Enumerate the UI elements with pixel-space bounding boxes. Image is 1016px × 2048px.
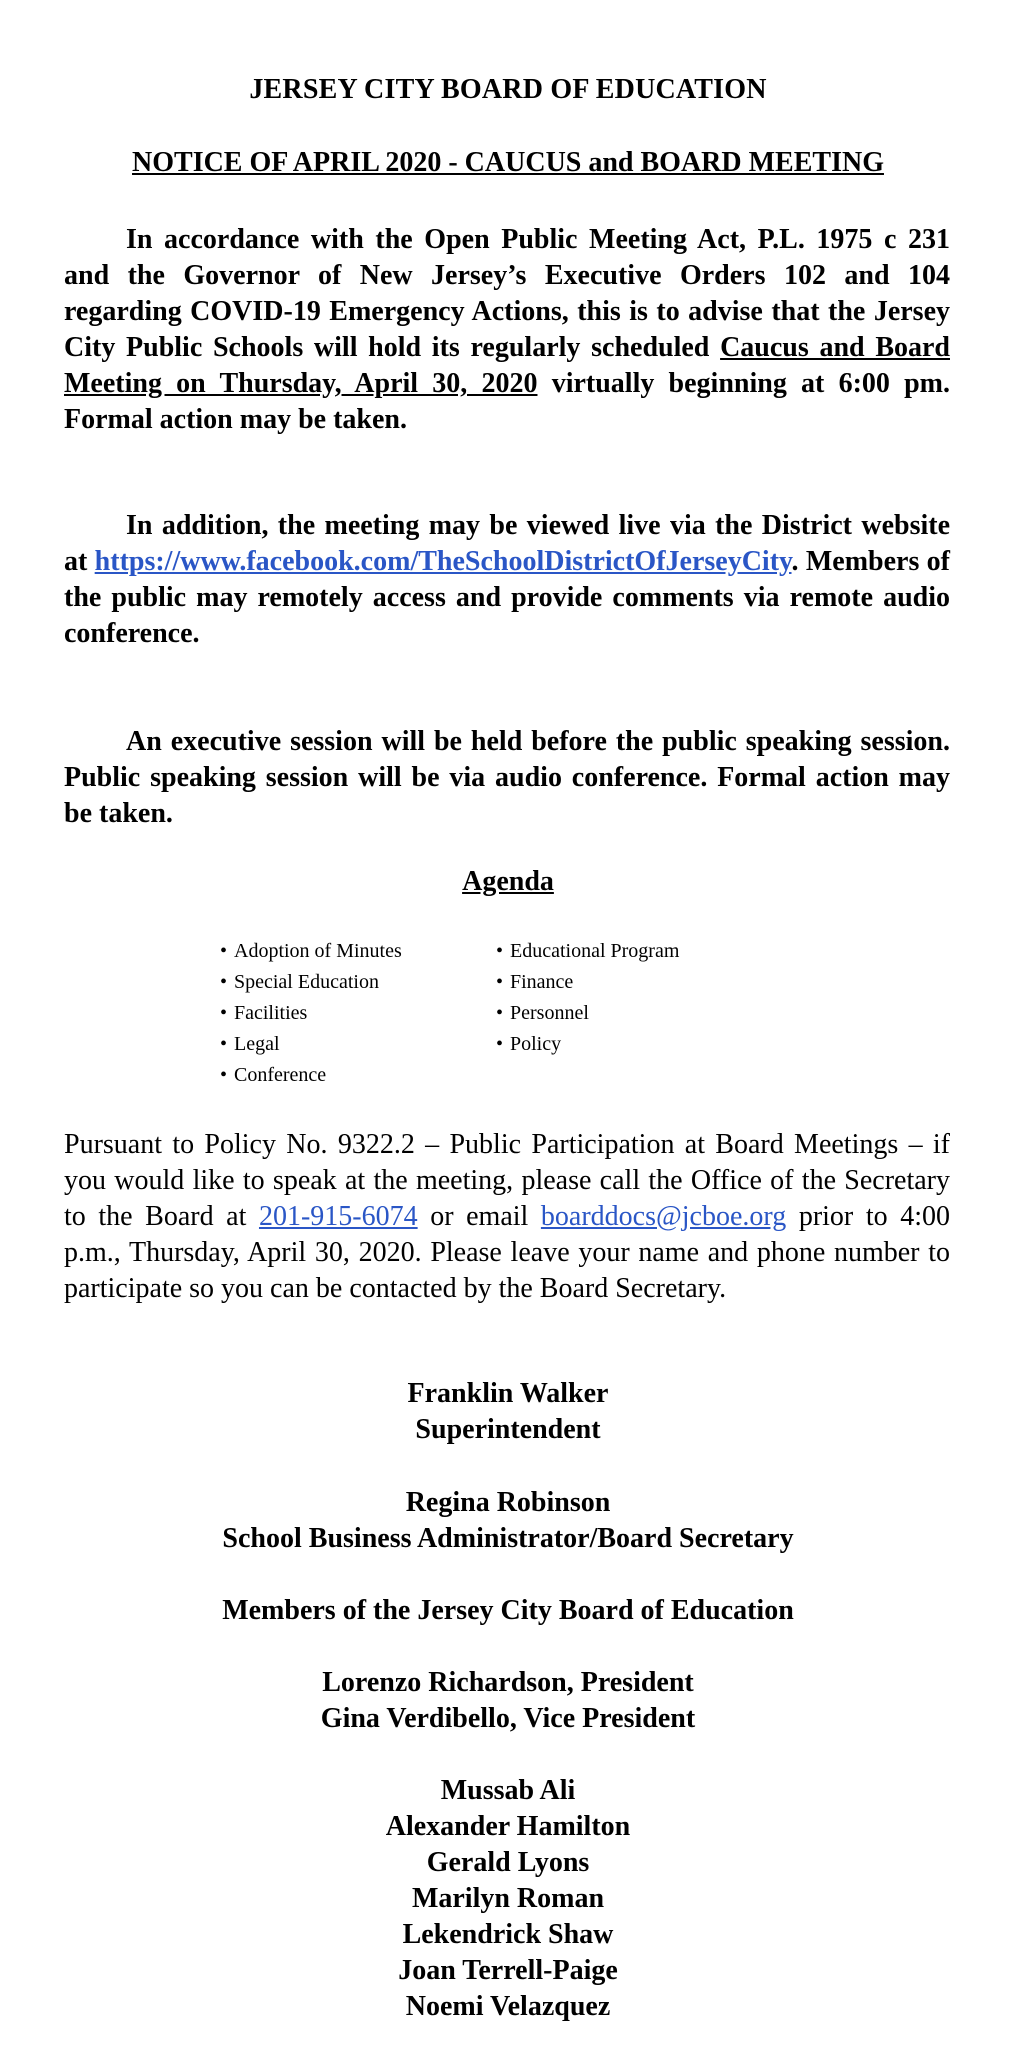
president-name: Lorenzo Richardson, President [322,1667,694,1698]
agenda-list-left [220,936,402,1091]
phone-link[interactable]: 201-915-6074 [258,1201,418,1232]
agenda-item: • Adoption of Minutes [220,936,402,967]
officers-block [0,1665,1016,1737]
meeting-date-underlined: Caucus and Board Meeting on Thursday, April 30, 2020 [64,332,950,399]
meeting-paragraph-intro: In accordance with the Open Public Meeting Act, P.L. 1975 c 231 and the Governor of New Jersey’s Executive Orders 102 and 104 regarding COVID-19 Emergency Actions, this is to advise that the Jersey City Public Schools will hold its regularly scheduled [64,224,950,363]
facebook-link[interactable]: https://www.facebook.com/TheSchoolDistrictOfJerseyCity [94,546,792,577]
public-participation-paragraph [64,1127,950,1307]
board-title: JERSEY CITY BOARD OF EDUCATION [249,74,767,105]
agenda-item: • Personnel [496,998,679,1029]
secretary-block [0,1485,1016,1557]
executive-session-paragraph [64,724,950,832]
policy-text-part2: or email [417,1201,541,1232]
member-name: Lekendrick Shaw [402,1919,614,1950]
member-name: Gerald Lyons [426,1847,590,1878]
notice-heading: NOTICE OF APRIL 2020 - CAUCUS and BOARD MEETING [132,147,884,178]
agenda-item: • Facilities [220,998,402,1029]
members-heading [0,1593,1016,1629]
superintendent-title: Superintendent [415,1414,601,1445]
member-name: Alexander Hamilton [385,1811,631,1842]
member-name: Joan Terrell-Paige [398,1955,618,1986]
vice-president-name: Gina Verdibello, Vice President [320,1703,696,1734]
agenda-item: • Educational Program [496,936,679,967]
secretary-title: School Business Administrator/Board Secretary [222,1523,794,1554]
email-link[interactable]: boarddocs@jcboe.org [540,1201,787,1232]
members-heading-text: Members of the Jersey City Board of Education [222,1595,794,1626]
agenda-item: • Conference [220,1060,402,1091]
member-name: Mussab Ali [440,1775,576,1806]
agenda-heading: Agenda [462,866,554,897]
livestream-paragraph-outro: . Members of the public may remotely access and provide comments via remote audio conference. [64,546,951,649]
agenda-item: • Special Education [220,967,402,998]
member-name: Noemi Velazquez [405,1991,611,2022]
meeting-paragraph-outro: virtually beginning at 6:00 pm. Formal action may be taken. [64,368,951,435]
members-list [0,1773,1016,2025]
policy-text-part1: Pursuant to Policy No. 9322.2 – Public Participation at Board Meetings – if you would like to speak at the meeting, please call the Office of the Secretary to the Board at [64,1129,950,1232]
agenda-item: • Policy [496,1029,679,1060]
superintendent-name: Franklin Walker [407,1378,609,1409]
superintendent-block [0,1376,1016,1448]
agenda-list-right [496,936,679,1060]
meeting-paragraph [64,222,950,438]
policy-text-part3: prior to 4:00 p.m., Thursday, April 30, 2020. Please leave your name and phone number to participate so you can be contacted by the Board Secretary. [64,1201,950,1304]
livestream-paragraph [64,508,950,652]
agenda-item: • Finance [496,967,679,998]
livestream-paragraph-intro: In addition, the meeting may be viewed live via the District website at [64,510,950,577]
member-name: Marilyn Roman [411,1883,605,1914]
executive-session-text: An executive session will be held before the public speaking session. Public speaking session will be via audio conference. Formal action may be taken. [64,726,950,829]
agenda-item: • Legal [220,1029,402,1060]
secretary-name: Regina Robinson [405,1487,611,1518]
